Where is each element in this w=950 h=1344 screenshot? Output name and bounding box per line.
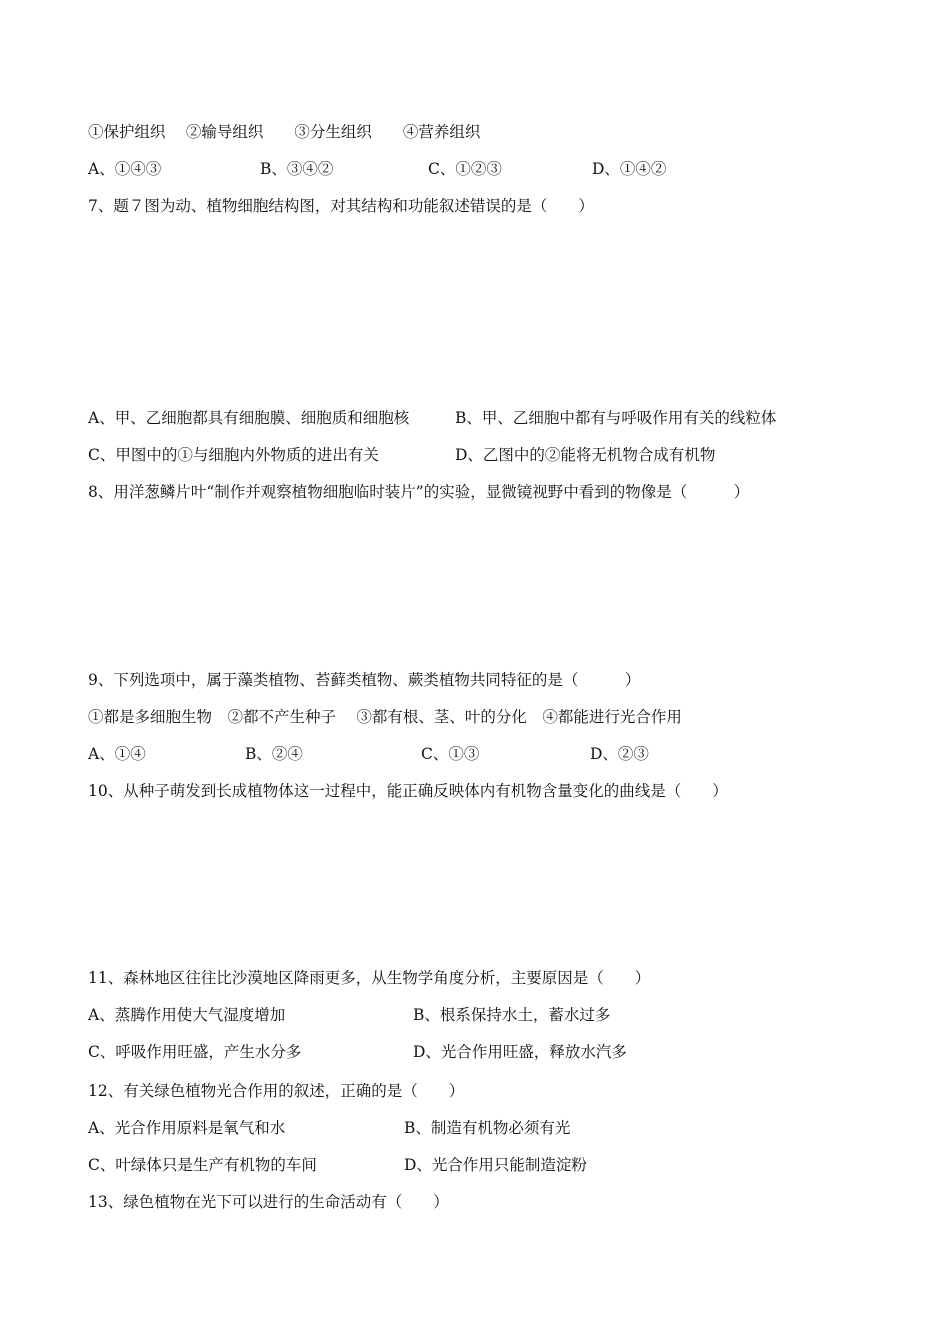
q6-option-b: B、③④② [260, 160, 334, 178]
q10-figure-area [88, 808, 868, 958]
q9-option-a: A、①④ [88, 745, 146, 763]
q9-option-b: B、②④ [245, 745, 303, 763]
q7-option-d: D、乙图中的②能将无机物合成有机物 [455, 446, 716, 464]
q11-option-a: A、蒸腾作用使大气湿度增加 [88, 1006, 286, 1024]
q7-option-b: B、甲、乙细胞中都有与呼吸作用有关的线粒体 [455, 409, 777, 427]
q10-stem: 10、从种子萌发到长成植物体这一过程中，能正确反映体内有机物含量变化的曲线是（ ） [88, 782, 728, 800]
q11-option-d: D、光合作用旺盛，释放水汽多 [413, 1043, 627, 1061]
q12-option-d: D、光合作用只能制造淀粉 [404, 1156, 587, 1174]
q8-figure-area [88, 508, 868, 668]
q7-option-c: C、甲图中的①与细胞内外物质的进出有关 [88, 446, 379, 464]
q7-stem: 7、题７图为动、植物细胞结构图，对其结构和功能叙述错误的是（ ） [88, 197, 594, 215]
q6-option-d: D、①④② [592, 160, 667, 178]
q12-option-a: A、光合作用原料是氧气和水 [88, 1119, 286, 1137]
q9-stem: 9、下列选项中，属于藻类植物、苔藓类植物、蕨类植物共同特征的是（ ） [88, 671, 641, 689]
q7-figure-area [88, 222, 868, 402]
q9-option-d: D、②③ [590, 745, 649, 763]
q11-stem: 11、森林地区往往比沙漠地区降雨更多，从生物学角度分析，主要原因是（ ） [88, 969, 651, 987]
q9-option-c: C、①③ [421, 745, 480, 763]
q6-option-c: C、①②③ [428, 160, 502, 178]
q13-stem: 13、绿色植物在光下可以进行的生命活动有（ ） [88, 1193, 449, 1211]
q6-statements: ①保护组织 ②输导组织 ③分生组织 ④营养组织 [88, 123, 481, 141]
q6-option-a: A、①④③ [88, 160, 162, 178]
q12-option-b: B、制造有机物必须有光 [404, 1119, 571, 1137]
q9-statements: ①都是多细胞生物 ②都不产生种子 ③都有根、茎、叶的分化 ④都能进行光合作用 [88, 708, 682, 726]
q7-option-a: A、甲、乙细胞都具有细胞膜、细胞质和细胞核 [88, 409, 410, 427]
q11-option-b: B、根系保持水土，蓄水过多 [413, 1006, 611, 1024]
q11-option-c: C、呼吸作用旺盛，产生水分多 [88, 1043, 302, 1061]
q12-stem: 12、有关绿色植物光合作用的叙述，正确的是（ ） [88, 1082, 465, 1100]
q12-option-c: C、叶绿体只是生产有机物的车间 [88, 1156, 317, 1174]
q8-stem: 8、用洋葱鳞片叶“制作并观察植物细胞临时装片”的实验，显微镜视野中看到的物像是（ ） [88, 483, 750, 501]
